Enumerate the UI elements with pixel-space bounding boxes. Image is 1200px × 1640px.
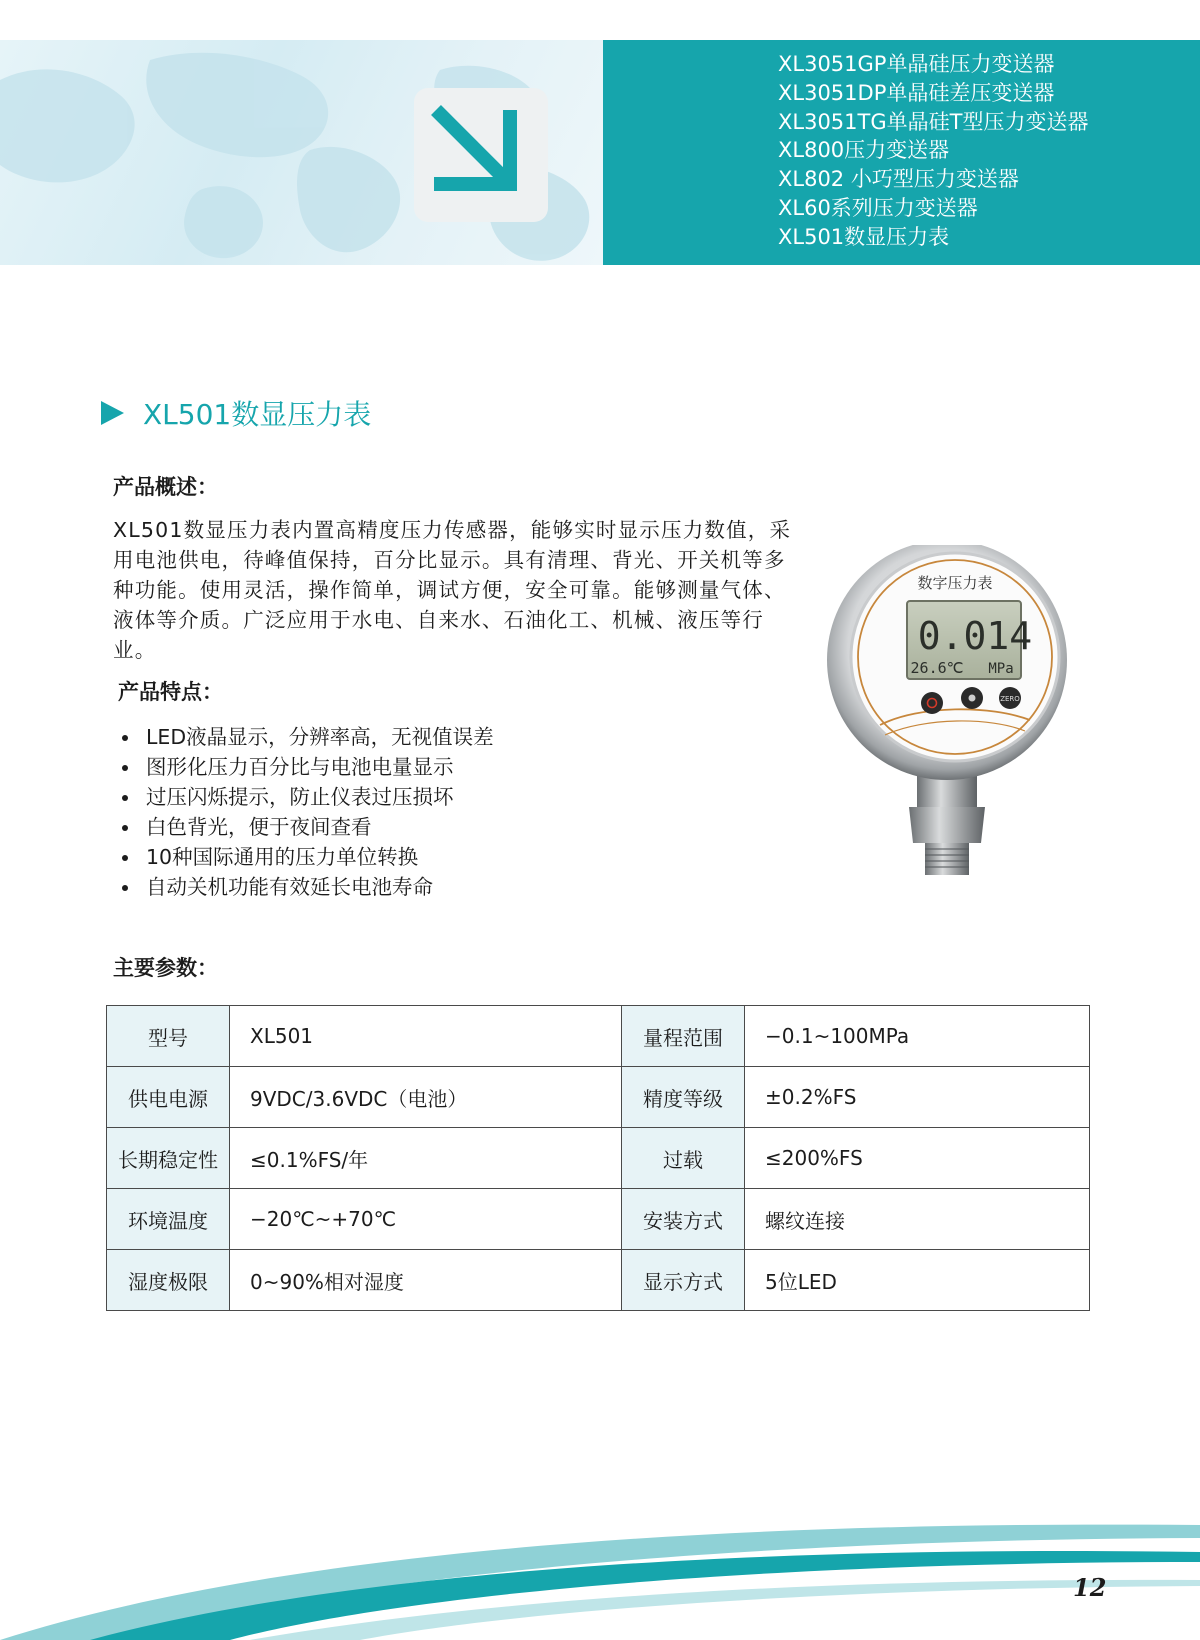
triangle-bullet-icon bbox=[101, 401, 124, 425]
table-row bbox=[107, 1006, 1090, 1067]
table-row bbox=[107, 1067, 1090, 1128]
gauge-power-button bbox=[921, 692, 943, 714]
param-value: ≤200%FS bbox=[745, 1128, 1090, 1189]
param-value: 0~90%相对湿度 bbox=[230, 1250, 622, 1311]
arrow-down-right-icon bbox=[414, 88, 548, 222]
feature-item: LED液晶显示，分辨率高，无视值误差 bbox=[118, 722, 494, 752]
parameters-table bbox=[106, 1005, 1090, 1311]
product-line-item: XL501数显压力表 bbox=[778, 224, 950, 249]
param-value: −0.1~100MPa bbox=[745, 1006, 1090, 1067]
param-value: 螺纹连接 bbox=[745, 1189, 1090, 1250]
product-line-item: XL60系列压力变送器 bbox=[778, 195, 978, 220]
param-label: 供电电源 bbox=[107, 1067, 230, 1128]
svg-text:ZERO: ZERO bbox=[1000, 695, 1020, 703]
param-label: 显示方式 bbox=[622, 1250, 745, 1311]
product-line-item: XL3051GP单晶硅压力变送器 bbox=[778, 52, 1055, 76]
param-label: 精度等级 bbox=[622, 1067, 745, 1128]
feature-list bbox=[118, 722, 494, 902]
gauge-dial-label: 数字压力表 bbox=[917, 574, 993, 592]
param-label: 安装方式 bbox=[622, 1189, 745, 1250]
param-label: 湿度极限 bbox=[107, 1250, 230, 1311]
product-line-item: XL3051DP单晶硅差压变送器 bbox=[778, 80, 1055, 105]
page-number: 12 bbox=[1073, 1573, 1107, 1602]
overview-paragraph: XL501数显压力表内置高精度压力传感器，能够实时显示压力数值，采用电池供电，待峰值保持，百分比显示。具有清理、背光、开关机等多种功能。使用灵活，操作简单，调试方便，安全可靠。能够测量气体、液体等介质。广泛应用于水电、自来水、石油化工、机械、液压等行业。 bbox=[113, 518, 792, 662]
feature-item: 自动关机功能有效延长电池寿命 bbox=[118, 872, 494, 902]
param-value: ±0.2%FS bbox=[745, 1067, 1090, 1128]
gauge-temperature: 26.6℃ bbox=[910, 659, 964, 677]
feature-item: 10种国际通用的压力单位转换 bbox=[118, 842, 494, 872]
params-heading: 主要参数： bbox=[113, 956, 218, 980]
product-line-list bbox=[778, 50, 1088, 252]
param-value: 5位LED bbox=[745, 1250, 1090, 1311]
gauge-reading: 0.014 bbox=[917, 614, 1033, 658]
table-row bbox=[107, 1128, 1090, 1189]
features-heading: 产品特点： bbox=[118, 680, 223, 704]
feature-item: 白色背光，便于夜间查看 bbox=[118, 812, 494, 842]
feature-item: 过压闪烁提示，防止仪表过压损坏 bbox=[118, 782, 494, 812]
param-label: 量程范围 bbox=[622, 1006, 745, 1067]
param-label: 环境温度 bbox=[107, 1189, 230, 1250]
param-value: 9VDC/3.6VDC（电池） bbox=[230, 1067, 622, 1128]
gauge-unit: MPa bbox=[988, 661, 1014, 677]
table-row bbox=[107, 1189, 1090, 1250]
feature-item: 图形化压力百分比与电池电量显示 bbox=[118, 752, 494, 782]
brand-logo bbox=[414, 88, 548, 222]
param-value: ≤0.1%FS/年 bbox=[230, 1128, 622, 1189]
overview-heading: 产品概述： bbox=[113, 475, 218, 499]
product-line-item: XL3051TG单晶硅T型压力变送器 bbox=[778, 109, 1089, 134]
product-line-item: XL802 小巧型压力变送器 bbox=[778, 167, 1019, 192]
page-title: XL501数显压力表 bbox=[143, 398, 372, 431]
table-row bbox=[107, 1250, 1090, 1311]
gauge-hex-nut bbox=[909, 807, 985, 843]
param-label: 型号 bbox=[107, 1006, 230, 1067]
param-label: 长期稳定性 bbox=[107, 1128, 230, 1189]
gauge-thread bbox=[925, 843, 969, 875]
footer-swoosh-decoration bbox=[0, 1500, 1200, 1640]
param-value: −20℃~+70℃ bbox=[230, 1189, 622, 1250]
param-label: 过载 bbox=[622, 1128, 745, 1189]
param-value: XL501 bbox=[230, 1006, 622, 1067]
digital-pressure-gauge-image bbox=[825, 545, 1095, 885]
product-line-item: XL800压力变送器 bbox=[778, 138, 950, 163]
